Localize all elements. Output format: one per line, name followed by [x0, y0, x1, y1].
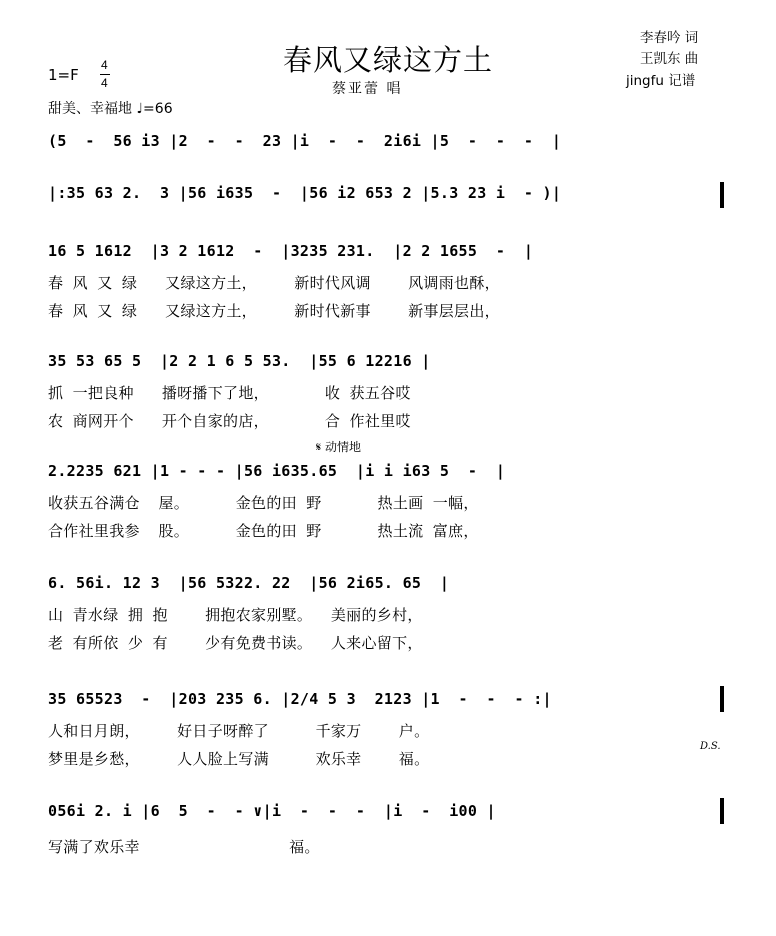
tempo-marking: 甜美、幸福地 ♩=66 [48, 101, 173, 117]
singer-credit: 蔡亚蕾 唱 [332, 81, 403, 97]
lyric-row-1: 写满了欢乐幸 福。 [48, 838, 320, 856]
dal-segno-mark: D.S. [700, 741, 721, 752]
time-signature-top: 4 [101, 58, 108, 72]
key-signature: 1=F [48, 66, 79, 84]
lyric-row-1: 抓 一把良种 播呀播下了地， 收 获五谷哎 [48, 384, 411, 402]
lyric-row-1: 人和日月朗， 好日子呀醉了 千家万 户。 [48, 722, 430, 740]
notation-row: 35 53 65 5 |2 2 1 6 5 53. |55 6 12216 | [48, 352, 431, 370]
final-barline [720, 798, 724, 824]
lyric-row-1: 春 风 又 绿 又绿这方土， 新时代风调 风调雨也酥， [48, 274, 500, 292]
repeat-end-barline [720, 686, 724, 712]
transcriber-credit: jingfu 记谱 [626, 73, 696, 89]
lyric-row-2: 春 风 又 绿 又绿这方土， 新时代新事 新事层层出， [48, 302, 500, 320]
notation-row: 16 5 1612 |3 2 1612 - |3235 231. |2 2 1655 - | [48, 242, 534, 260]
notation-row: 2.2235 621 |1 - - - |56 i635.65 |i i i63 5 - | [48, 462, 506, 480]
composer-credit: 王凯东 曲 [640, 51, 699, 67]
lyric-row-2: 老 有所依 少 有 少有免费书读。 人来心留下， [48, 634, 423, 652]
lyric-row-2: 合作社里我参 股。 金色的田 野 热土流 富庶， [48, 522, 479, 540]
lyric-row-2: 农 商网开个 开个自家的店， 合 作社里哎 [48, 412, 411, 430]
repeat-end-barline [720, 182, 724, 208]
time-signature-bottom: 4 [101, 76, 108, 90]
lyricist-credit: 李春吟 词 [640, 30, 699, 46]
notation-row: 6. 56i. 12 3 |56 5322. 22 |56 2i65. 65 | [48, 574, 450, 592]
lyric-row-2: 梦里是乡愁， 人人脸上写满 欢乐幸 福。 [48, 750, 430, 768]
notation-row: (5 - 56 i3 |2 - - 23 |i - - 2i6i |5 - - - | [48, 132, 562, 150]
lyric-row-1: 收获五谷满仓 屋。 金色的田 野 热土画 一幅， [48, 494, 479, 512]
segno-expression-mark: 𝄋 动情地 [316, 440, 361, 454]
song-title: 春风又绿这方土 [282, 43, 493, 77]
notation-row: 35 65523 - |203 235 6. |2/4 5 3 2123 |1 - - - :| [48, 690, 552, 708]
notation-row: |:35 63 2. 3 |56 i635 - |56 i2 653 2 |5.3 23 i - )| [48, 184, 562, 202]
time-signature-divider [100, 74, 110, 75]
notation-row: 056i 2. i |6 5 - - ∨|i - - - |i - i00 | [48, 802, 496, 820]
lyric-row-1: 山 青水绿 拥 抱 拥抱农家别墅。 美丽的乡村， [48, 606, 423, 624]
